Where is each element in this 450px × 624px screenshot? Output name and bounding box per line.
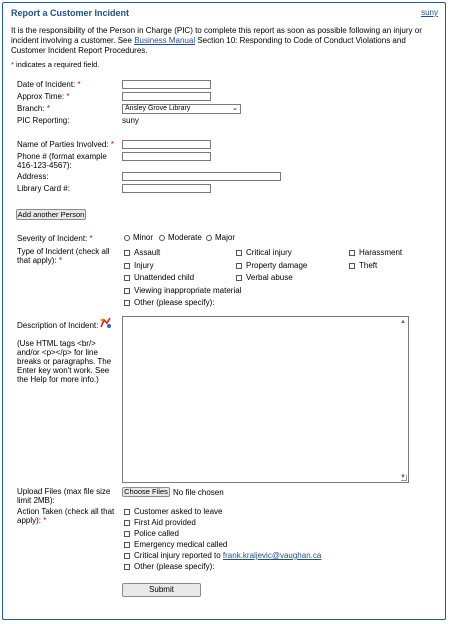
action-first-aid-label: First Aid provided: [134, 518, 196, 527]
time-input[interactable]: [122, 92, 211, 101]
type-critical-injury-label: Critical injury: [246, 248, 292, 257]
checkbox-box: [236, 263, 242, 269]
required-note: [11, 60, 99, 69]
required-marker: *: [11, 60, 14, 69]
phone-label: Phone # (format example 416-123-4567):: [17, 152, 107, 170]
checkbox-box: [124, 553, 130, 559]
severity-label: [17, 234, 93, 243]
type-property-damage-checkbox[interactable]: [236, 261, 307, 271]
type-viewing-inappropriate-checkbox[interactable]: [124, 286, 241, 296]
submit-button[interactable]: Submit: [122, 583, 201, 597]
date-required-marker: *: [77, 80, 81, 89]
resize-handle-icon[interactable]: [401, 475, 407, 481]
action-other-label: Other (please specify):: [134, 562, 215, 571]
checkbox-box: [349, 250, 355, 256]
description-textarea[interactable]: [122, 316, 409, 483]
incident-type-label: [17, 247, 112, 265]
type-harassment-label: Harassment: [359, 248, 403, 257]
action-required-marker: *: [43, 516, 47, 525]
description-label: Description of Incident:: [17, 321, 99, 330]
action-taken-label-text: Action Taken (check all that apply):: [17, 507, 115, 525]
scroll-down-arrow-icon[interactable]: ▼: [400, 474, 406, 480]
branch-label-text: Branch:: [17, 104, 45, 113]
action-first-aid-checkbox[interactable]: [124, 518, 196, 528]
upload-status: No file chosen: [173, 488, 224, 497]
action-police-called-checkbox[interactable]: [124, 529, 179, 539]
severity-label-text: Severity of Incident:: [17, 234, 88, 243]
type-theft-label: Theft: [359, 261, 378, 270]
action-police-called-label: Police called: [134, 529, 179, 538]
checkbox-box: [124, 531, 130, 537]
checkbox-box: [124, 300, 130, 306]
page-title: Report a Customer Incident: [11, 8, 130, 18]
action-asked-to-leave-label: Customer asked to leave: [134, 507, 223, 516]
phone-input[interactable]: [122, 152, 211, 161]
type-viewing-inappropriate-label: Viewing inappropriate material: [134, 286, 242, 295]
checkbox-box: [349, 263, 355, 269]
type-assault-checkbox[interactable]: [124, 248, 160, 258]
type-other-checkbox[interactable]: [124, 298, 214, 308]
checkbox-box: [124, 564, 130, 570]
description-help-text: (Use HTML tags <br/> and/or <p></p> for line breaks or paragraphs. The Enter key won't work. See the Help for more info.): [17, 339, 112, 384]
email-link[interactable]: frank.kraljevic@vaughan.ca: [222, 551, 322, 560]
severity-major-radio[interactable]: [206, 233, 235, 243]
party-name-input[interactable]: [122, 140, 211, 149]
help-icon[interactable]: [98, 317, 112, 329]
type-verbal-abuse-label: Verbal abuse: [246, 273, 293, 282]
type-critical-injury-checkbox[interactable]: [236, 248, 292, 258]
branch-select-value: Ansley Grove Library: [125, 105, 191, 112]
severity-minor-radio[interactable]: [124, 233, 153, 243]
date-label: [17, 80, 81, 89]
type-assault-label: Assault: [134, 248, 161, 257]
type-injury-checkbox[interactable]: [124, 261, 154, 271]
branch-label: [17, 104, 50, 113]
address-label: Address:: [17, 172, 49, 181]
type-unattended-child-checkbox[interactable]: [124, 273, 194, 283]
time-label-text: Approx Time:: [17, 92, 65, 101]
radio-circle: [124, 235, 130, 241]
action-critical-injury-reported-label: Critical injury reported to: [134, 551, 223, 560]
intro-text: [11, 26, 431, 56]
add-person-button[interactable]: Add another Person: [17, 210, 85, 219]
radio-circle: [206, 235, 212, 241]
name-label-text: Name of Parties Involved:: [17, 140, 109, 149]
intro-text-before: It is the responsibility of the Person in Charge (PIC) to complete this report as soon as possible following an injury or incident involving a customer. See: [11, 26, 422, 45]
library-card-label: Library Card #:: [17, 184, 70, 193]
severity-major-label: Major: [215, 233, 236, 242]
pic-value: suny: [122, 116, 139, 125]
checkbox-box: [236, 275, 242, 281]
type-unattended-child-label: Unattended child: [134, 273, 195, 282]
branch-required-marker: *: [46, 104, 50, 113]
action-critical-injury-reported-checkbox[interactable]: [124, 551, 321, 561]
checkbox-box: [124, 509, 130, 515]
action-emergency-medical-label: Emergency medical called: [134, 540, 228, 549]
name-required-marker: *: [110, 140, 114, 149]
type-harassment-checkbox[interactable]: [349, 248, 402, 258]
action-other-checkbox[interactable]: [124, 562, 214, 572]
pic-label: PIC Reporting:: [17, 116, 70, 125]
type-verbal-abuse-checkbox[interactable]: [236, 273, 293, 283]
checkbox-box: [124, 288, 130, 294]
type-other-label: Other (please specify):: [134, 298, 215, 307]
type-theft-checkbox[interactable]: [349, 261, 377, 271]
action-asked-to-leave-checkbox[interactable]: [124, 507, 223, 517]
time-label: [17, 92, 70, 101]
incident-type-required-marker: *: [58, 256, 62, 265]
checkbox-box: [124, 263, 130, 269]
address-input[interactable]: [122, 172, 281, 181]
chevron-down-icon: ⌄: [232, 105, 238, 112]
user-link[interactable]: suny: [421, 8, 438, 17]
intro-text-after: Section 10: Responding to Code of Conduct Violations and Customer Incident Report Procedures.: [11, 36, 406, 55]
type-injury-label: Injury: [134, 261, 154, 270]
action-taken-label: [17, 507, 117, 525]
radio-circle: [159, 235, 165, 241]
checkbox-box: [124, 250, 130, 256]
checkbox-box: [124, 542, 130, 548]
scroll-up-arrow-icon[interactable]: ▲: [400, 319, 406, 325]
action-emergency-medical-checkbox[interactable]: [124, 540, 227, 550]
time-required-marker: *: [66, 92, 70, 101]
date-input[interactable]: [122, 80, 211, 89]
incident-type-label-text: Type of Incident (check all that apply):: [17, 247, 110, 265]
checkbox-box: [124, 275, 130, 281]
checkbox-box: [124, 520, 130, 526]
severity-moderate-label: Moderate: [168, 233, 202, 242]
type-property-damage-label: Property damage: [246, 261, 308, 270]
severity-minor-label: Minor: [133, 233, 154, 242]
business-manual-link[interactable]: Business Manual: [134, 36, 196, 45]
library-card-input[interactable]: [122, 184, 211, 193]
checkbox-box: [236, 250, 242, 256]
branch-select[interactable]: [122, 104, 241, 114]
name-label: [17, 140, 114, 149]
upload-label: Upload Files (max file size limit 2MB):: [17, 487, 111, 505]
required-note-text: indicates a required field.: [13, 60, 100, 69]
severity-moderate-radio[interactable]: [159, 233, 202, 243]
choose-files-button[interactable]: Choose Files: [122, 487, 170, 497]
severity-required-marker: *: [89, 234, 93, 243]
date-label-text: Date of Incident:: [17, 80, 76, 89]
